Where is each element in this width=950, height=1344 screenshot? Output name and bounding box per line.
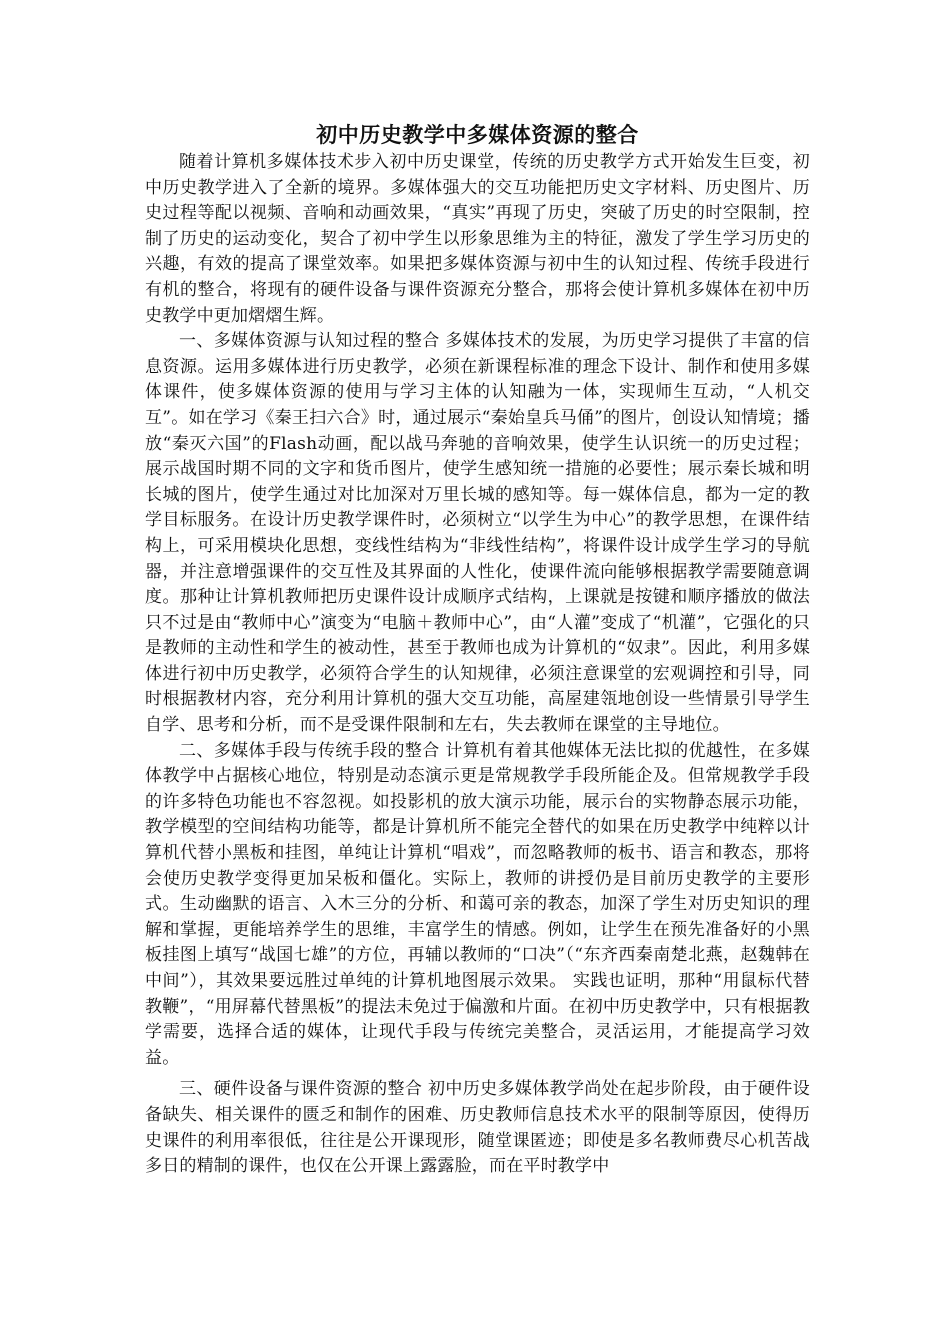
paragraph-section-2: 二、多媒体手段与传统手段的整合 计算机有着其他媒体无法比拟的优越性，在多媒体教学中占据核心地位，特别是动态演示更是常规教学手段所能企及。但常规教学手段的许多特色功能也不容忽视。如投影机的放大演示功能，展示台的实物静态展示功能，教学模型的空间结构功能等，都是计算机所不能完全替代的如果在历史教学中纯粹以计算机代替小黑板和挂图，单纯让计算机“唱戏”，而忽略教师的板书、语言和教态，那将会使历史教学变得更加呆板和僵化。实际上，教师的讲授仍是目前历史教学的主要形式。生动幽默的语言、入木三分的分析、和蔼可亲的教态，加深了学生对历史知识的理解和掌握，更能培养学生的思维，丰富学生的情感。例如，让学生在预先准备好的小黑板挂图上填写“战国七雄”的方位，再辅以教师的“口决”（“东齐西秦南楚北燕，赵魏韩在中间”），其效果要远胜过单纯的计算机地图展示效果。 实践也证明，那种“用鼠标代替教鞭”，“用屏幕代替黑板”的提法未免过于偏激和片面。在初中历史教学中，只有根据教学需要，选择合适的媒体，让现代手段与传统完美整合，灵活运用，才能提高学习效益。 bbox=[145, 740, 810, 1068]
document-page bbox=[145, 120, 810, 1180]
document-title: 初中历史教学中多媒体资源的整合 bbox=[316, 122, 639, 147]
paragraph-section-3: 三、硬件设备与课件资源的整合 初中历史多媒体教学尚处在起步阶段，由于硬件设备缺失、相关课件的匮乏和制作的困难、历史教师信息技术水平的限制等原因，使得历史课件的利用率很低，往往是公开课现形，随堂课匿迹；即使是多名教师费尽心机苦战多日的精制的课件，也仅在公开课上露露脸，而在平时教学中 bbox=[145, 1079, 810, 1177]
paragraph-section-1: 一、多媒体资源与认知过程的整合 多媒体技术的发展，为历史学习提供了丰富的信息资源。运用多媒体进行历史教学，必须在新课程标准的理念下设计、制作和使用多媒体课件，使多媒体资源的使用与学习主体的认知融为一体，实现师生互动，“人机交互”。如在学习《秦王扫六合》时，通过展示“秦始皇兵马俑”的图片，创设认知情境；播放“秦灭六国”的Flash动画，配以战马奔驰的音响效果，使学生认识统一的历史过程；展示战国时期不同的文字和货币图片，使学生感知统一措施的必要性；展示秦长城和明长城的图片，使学生通过对比加深对万里长城的感知等。每一媒体信息，都为一定的教学目标服务。在设计历史教学课件时，必须树立“以学生为中心”的教学思想，在课件结构上，可采用模块化思想，变线性结构为“非线性结构”，将课件设计成学生学习的导航器，并注意增强课件的交互性及其界面的人性化，使课件流向能够根据教学需要随意调度。那种让计算机教师把历史课件设计成顺序式结构，上课就是按键和顺序播放的做法只不过是由“教师中心”演变为“电脑＋教师中心”，由“人灌”变成了“机灌”，它强化的只是教师的主动性和学生的被动性，甚至于教师也成为计算机的“奴隶”。因此，利用多媒体进行初中历史教学，必须符合学生的认知规律，必须注意课堂的宏观调控和引导，同时根据教材内容，充分利用计算机的强大交互功能，高屋建瓴地创设一些情景引导学生自学、思考和分析，而不是受课件限制和左右，失去教师在课堂的主导地位。 bbox=[145, 331, 810, 736]
paragraph-intro: 随着计算机多媒体技术步入初中历史课堂，传统的历史教学方式开始发生巨变，初中历史教学进入了全新的境界。多媒体强大的交互功能把历史文字材料、历史图片、历史过程等配以视频、音响和动画效果，“真实”再现了历史，突破了历史的时空限制，控制了历史的运动变化，契合了初中学生以形象思维为主的特征，激发了学生学习历史的兴趣，有效的提高了课堂效率。如果把多媒体资源与初中生的认知过程、传统手段进行有机的整合，将现有的硬件设备与课件资源充分整合，那将会使计算机多媒体在初中历史教学中更加熠熠生辉。 bbox=[145, 152, 810, 326]
